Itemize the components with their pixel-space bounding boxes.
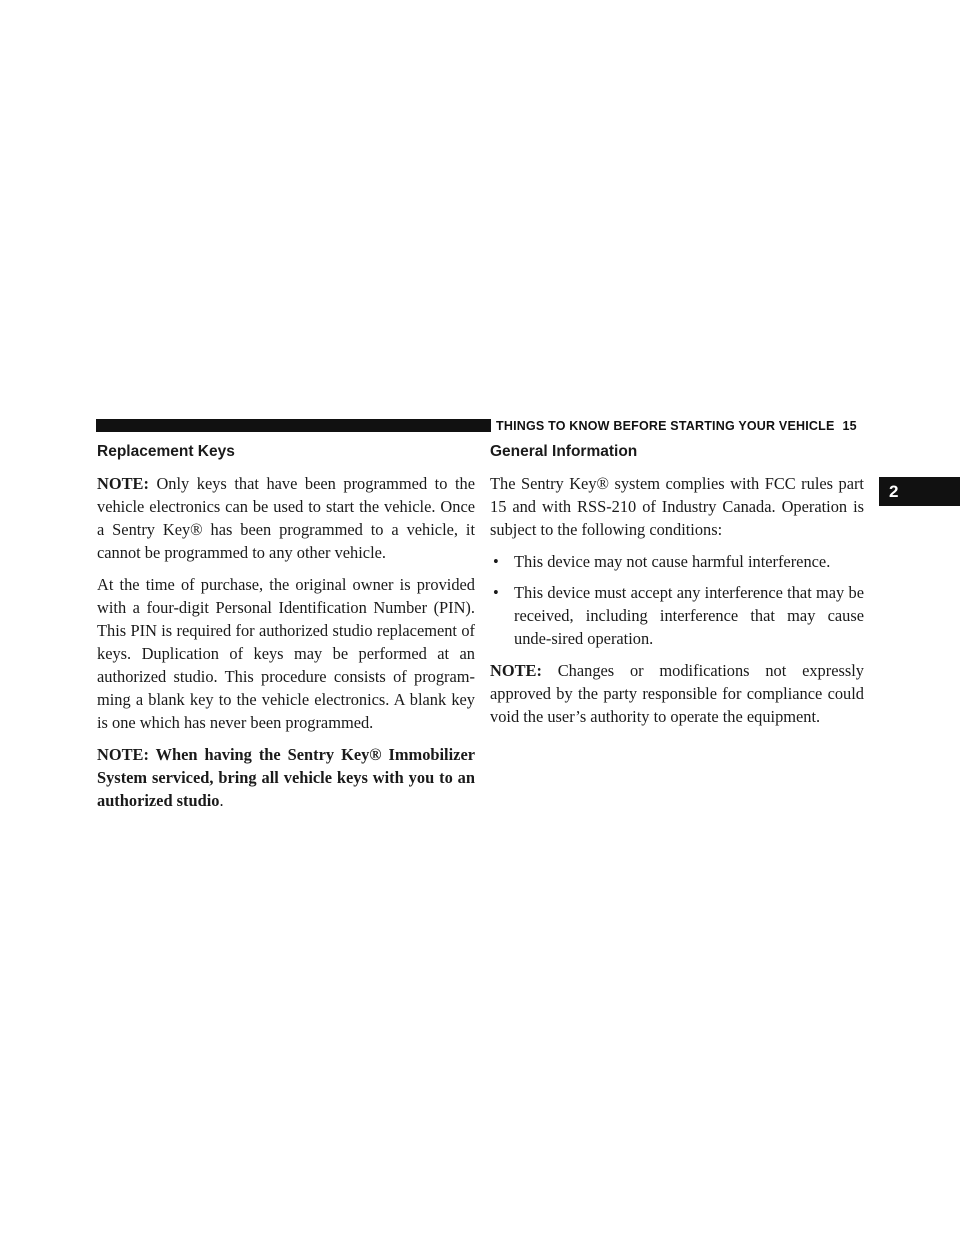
bullet-icon: • [493, 583, 499, 602]
chapter-tab: 2 [879, 477, 960, 506]
note-immobilizer-service [97, 743, 475, 812]
note-label: NOTE: [97, 474, 149, 493]
list-item [490, 550, 864, 573]
left-column [97, 440, 475, 821]
note-programmed-keys [97, 472, 475, 564]
note-modifications [490, 659, 864, 728]
section-title: THINGS TO KNOW BEFORE STARTING YOUR VEHICLE [496, 419, 835, 433]
right-column [490, 440, 864, 737]
paragraph-pin: At the time of purchase, the original owner is provided with a four-digit Personal Identification Number (PIN). This PIN is required for authorized studio replacement of keys. Duplication of keys may be performed at an authorized studio. This procedure consists of program-ming a blank key to the vehicle electronics. A blank key is one which has never been programmed. [97, 575, 475, 732]
note-bold-text: NOTE: When having the Sentry Key® Immobilizer System serviced, bring all vehicle keys with you to an authorized studio [97, 745, 475, 810]
note-label: NOTE: [490, 661, 542, 680]
note-text: Changes or modifications not expressly approved by the party responsible for compliance could void the user’s authority to operate the equipment. [490, 661, 864, 726]
heading-replacement-keys: Replacement Keys [97, 443, 235, 460]
bullet-icon: • [493, 552, 499, 571]
note-text: Only keys that have been programmed to the vehicle electronics can be used to start the vehicle. Once a Sentry Key® has been programmed to a vehicle, it cannot be programmed to any other vehicle. [97, 474, 475, 562]
header-rule-bar [96, 419, 491, 432]
list-item-text: This device must accept any interference that may be received, including interference that may cause unde-sired operation. [514, 583, 864, 648]
list-item-text: This device may not cause harmful interference. [514, 552, 831, 571]
list-item [490, 581, 864, 650]
conditions-list [490, 550, 864, 650]
running-header [496, 418, 864, 434]
paragraph-fcc: The Sentry Key® system complies with FCC rules part 15 and with RSS-210 of Industry Canada. Operation is subject to the following conditions: [490, 474, 864, 539]
heading-general-information: General Information [490, 443, 638, 460]
page-number: 15 [842, 419, 857, 433]
note-period: . [219, 791, 224, 810]
